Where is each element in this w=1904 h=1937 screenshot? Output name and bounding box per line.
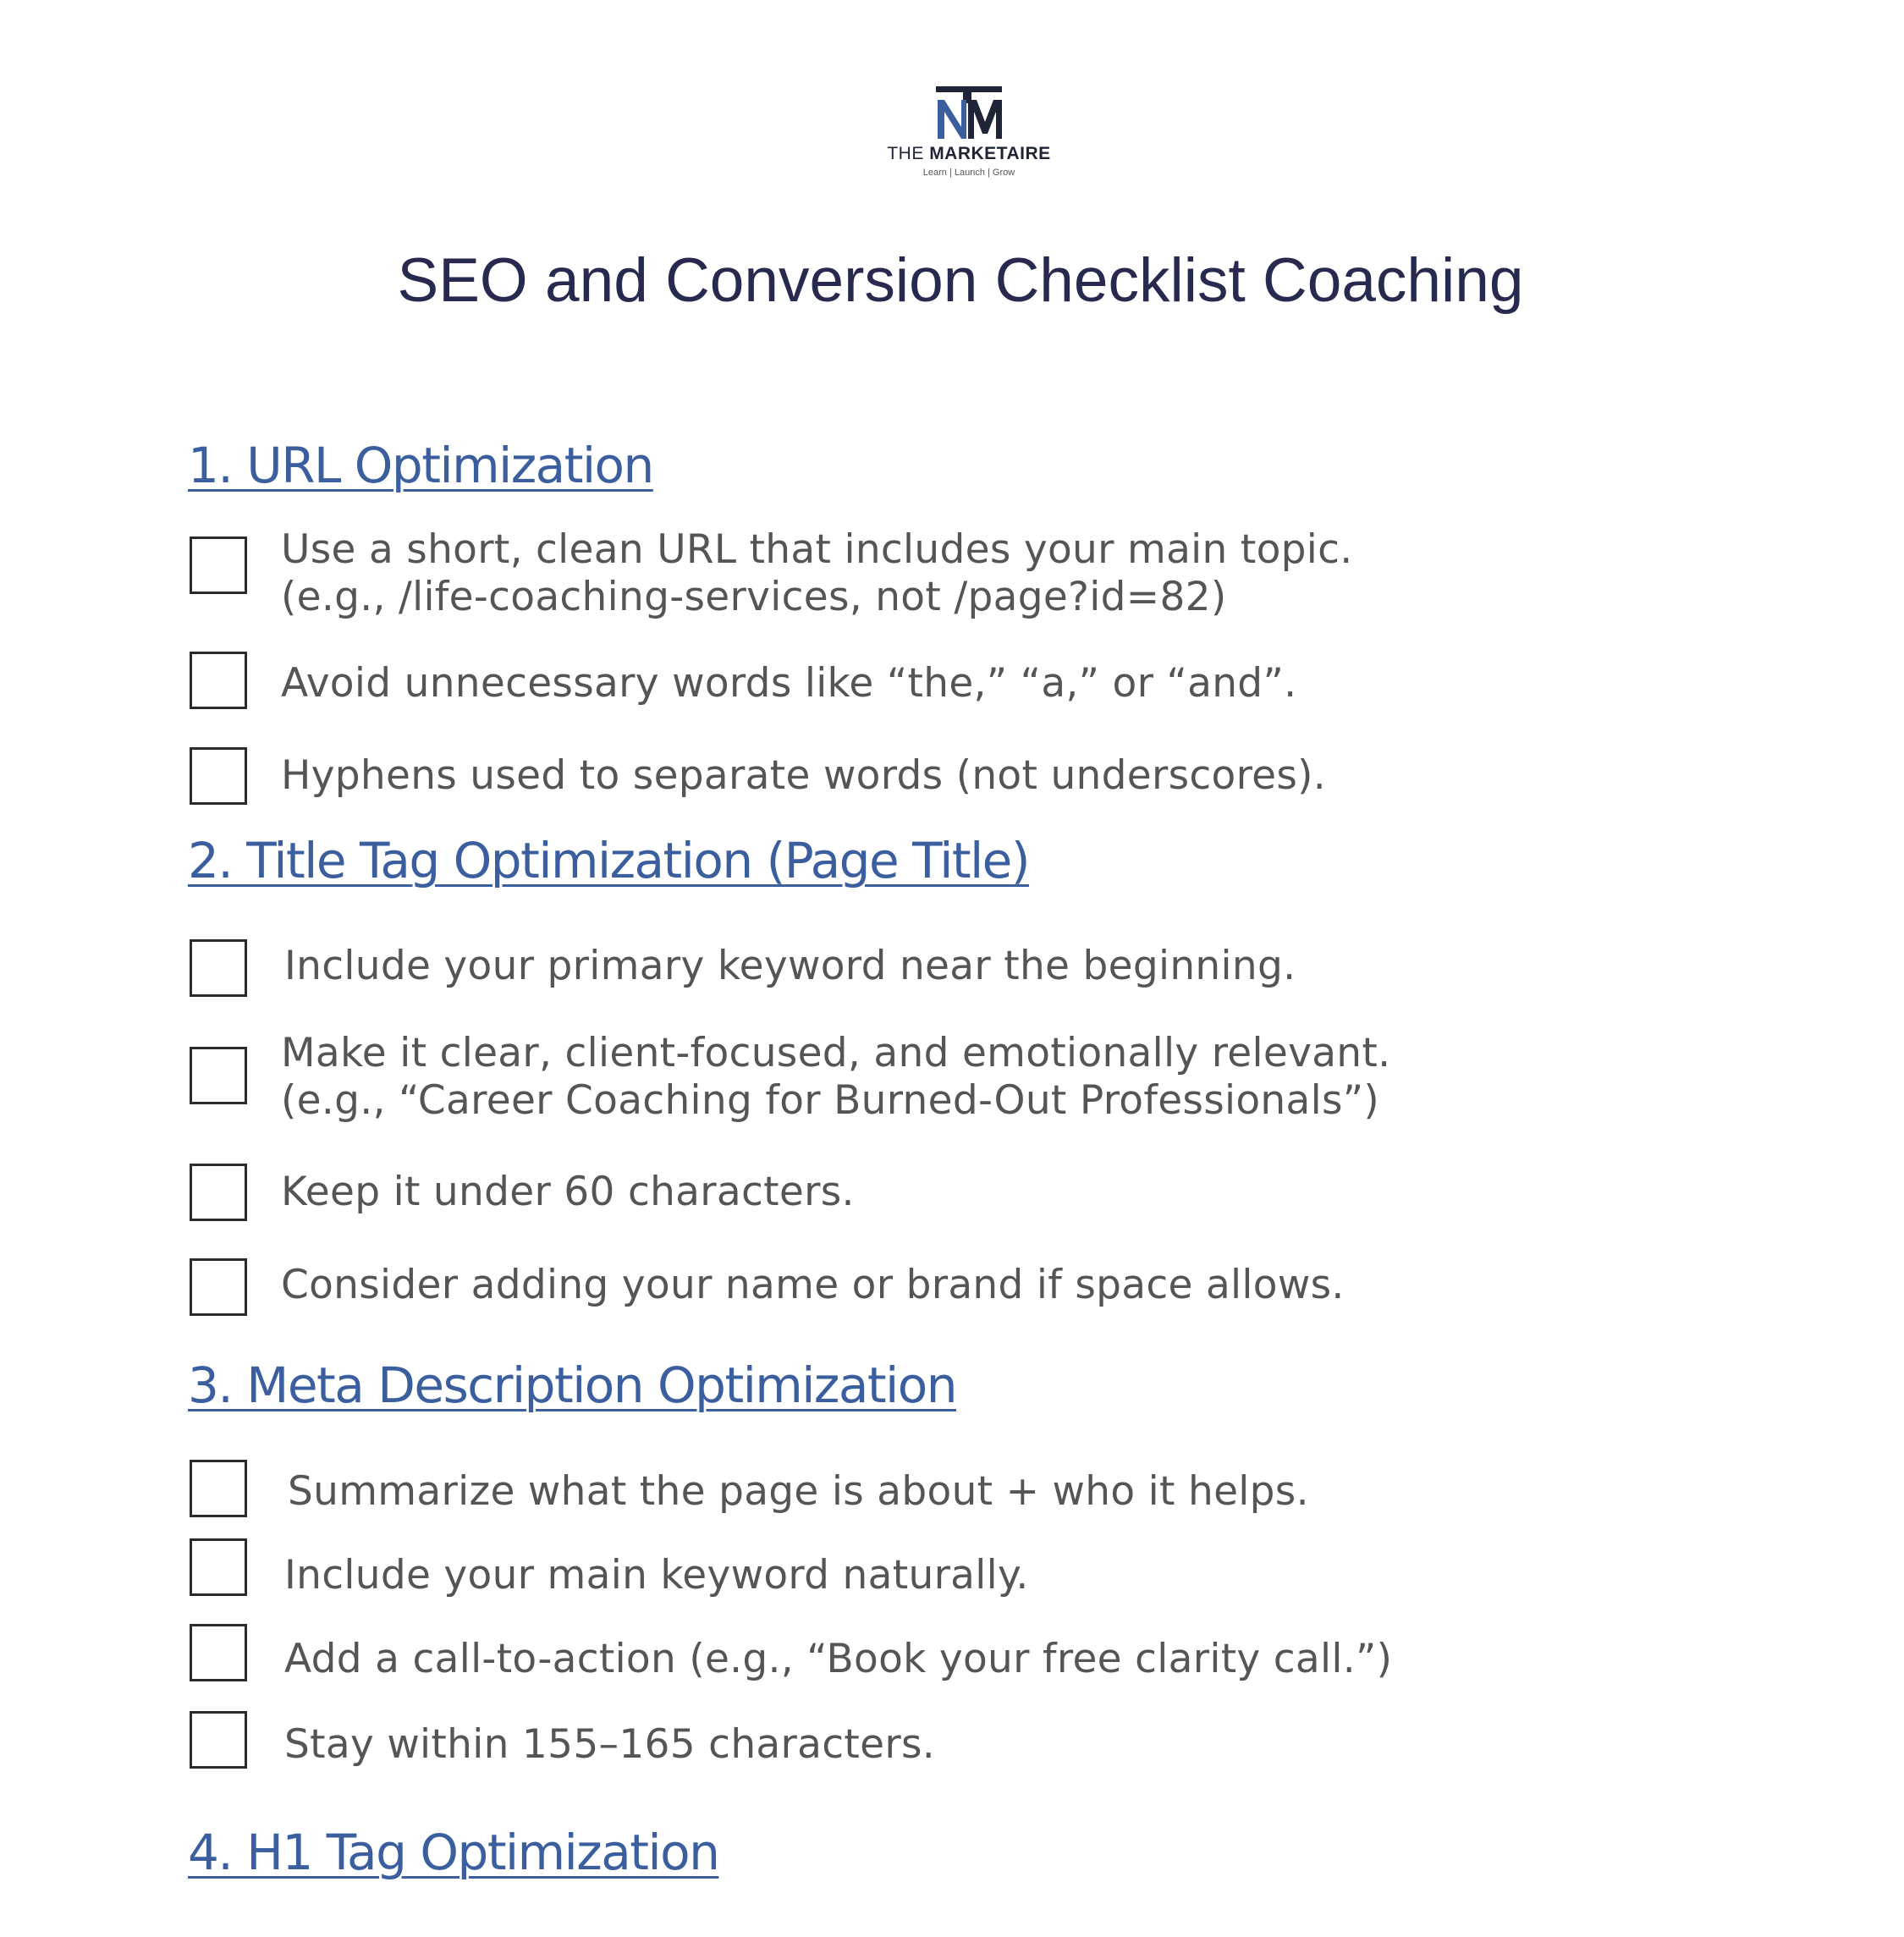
checkbox[interactable] <box>190 537 247 594</box>
brand-name-main: MARKETAIRE <box>929 144 1051 163</box>
tm-monogram-logo-icon <box>931 85 1007 140</box>
section-heading-url-optimization: 1. URL Optimization <box>188 437 653 494</box>
checkbox[interactable] <box>190 747 247 805</box>
brand-name <box>863 144 1075 164</box>
checkbox[interactable] <box>190 652 247 709</box>
checklist-item-text: Add a call-to-action (e.g., “Book your free clarity call.”) <box>284 1636 1393 1682</box>
checklist-item-text: Consider adding your name or brand if space allows. <box>281 1262 1345 1308</box>
brand-logo <box>863 85 1075 182</box>
section-heading-meta-description-optimization: 3. Meta Description Optimization <box>188 1356 957 1414</box>
checkbox[interactable] <box>190 1047 247 1104</box>
checklist-item-text: Avoid unnecessary words like “the,” “a,” or “and”. <box>281 660 1297 707</box>
checklist-item-text: Summarize what the page is about + who it helps. <box>288 1468 1309 1515</box>
section-heading-h1-tag-optimization: 4. H1 Tag Optimization <box>188 1824 719 1881</box>
checklist-item-text: Make it clear, client-focused, and emotionally relevant. (e.g., “Career Coaching for Burned-Out Professionals”) <box>281 1030 1391 1124</box>
checklist-item-text: Include your main keyword naturally. <box>284 1552 1029 1599</box>
brand-tagline: Learn | Launch | Grow <box>922 168 1015 178</box>
checkbox[interactable] <box>190 1538 247 1596</box>
checklist-item-text: Keep it under 60 characters. <box>281 1169 855 1215</box>
checklist-item-text: Stay within 155–165 characters. <box>284 1721 935 1768</box>
page-title: SEO and Conversion Checklist Coaching <box>397 246 1524 315</box>
section-heading-title-tag-optimization: 2. Title Tag Optimization (Page Title) <box>188 832 1029 889</box>
checkbox[interactable] <box>190 1164 247 1221</box>
checklist-item-text: Include your primary keyword near the beginning. <box>284 943 1296 989</box>
brand-name-prefix: THE <box>887 144 924 163</box>
checkbox[interactable] <box>190 939 247 997</box>
checklist-item-text: Hyphens used to separate words (not underscores). <box>281 752 1327 799</box>
checkbox[interactable] <box>190 1258 247 1316</box>
checkbox[interactable] <box>190 1624 247 1681</box>
checklist-item-text: Use a short, clean URL that includes your main topic. (e.g., /life-coaching-services, not /page?id=82) <box>281 526 1353 620</box>
checkbox[interactable] <box>190 1460 247 1517</box>
checkbox[interactable] <box>190 1711 247 1769</box>
